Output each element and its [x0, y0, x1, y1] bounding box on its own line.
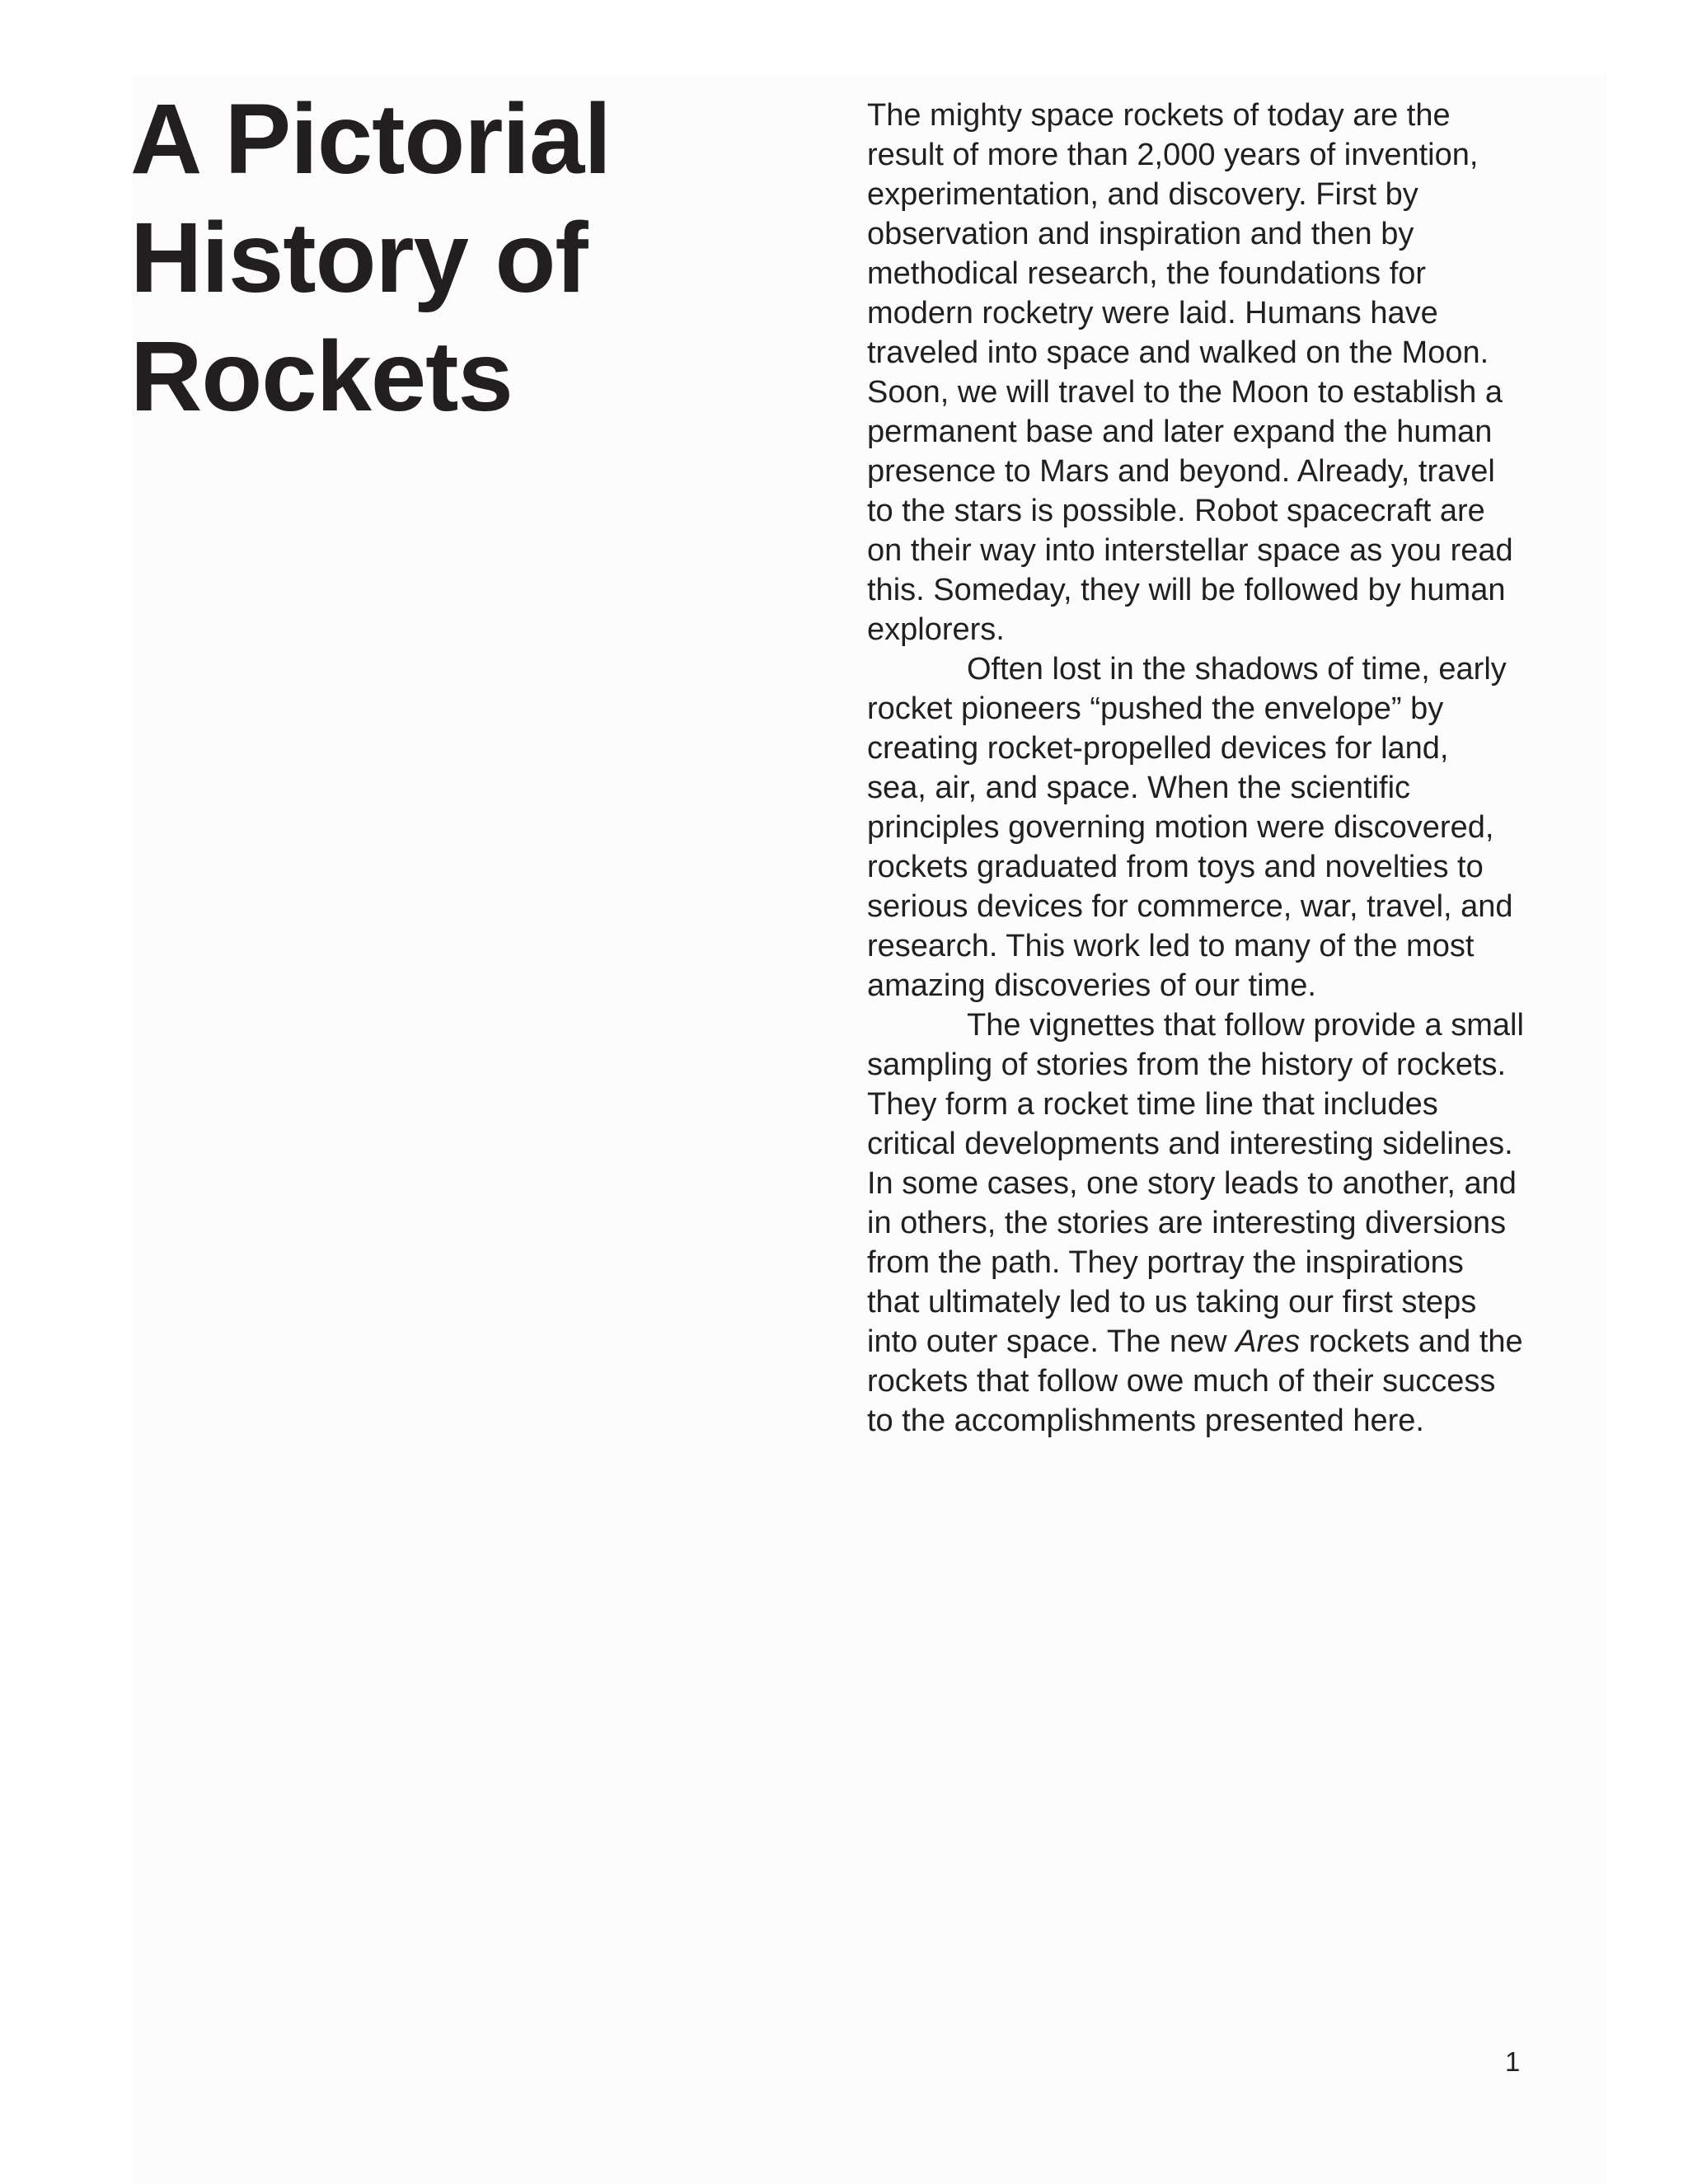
text-line: methodical research, the foundations for [867, 256, 1427, 291]
text-line: that ultimately led to us taking our first steps [867, 1285, 1477, 1319]
paragraph-2 [867, 649, 1609, 1005]
paragraph-1 [867, 96, 1609, 649]
text-line: sea, air, and space. When the scientific [867, 771, 1411, 805]
body-text [867, 96, 1609, 1441]
text-segment: into outer space. The new [867, 1324, 1236, 1359]
text-line: creating rocket-propelled devices for land, [867, 731, 1449, 766]
text-line: in others, the stories are interesting diversions [867, 1206, 1507, 1240]
text-line: They form a rocket time line that includes [867, 1087, 1438, 1122]
text-line: critical developments and interesting sidelines. [867, 1127, 1513, 1161]
text-line: sampling of stories from the history of rockets. [867, 1047, 1507, 1082]
title-line: A Pictorial [130, 82, 611, 194]
text-line: presence to Mars and beyond. Already, travel [867, 454, 1495, 489]
text-line: result of more than 2,000 years of invention, [867, 138, 1479, 172]
title-line: History of [130, 201, 588, 313]
text-line: on their way into interstellar space as you read [867, 533, 1513, 568]
text-line: explorers. [867, 612, 1005, 647]
text-line: to the stars is possible. Robot spacecraft are [867, 494, 1485, 528]
text-line: In some cases, one story leads to another, and [867, 1166, 1517, 1201]
text-line: modern rocketry were laid. Humans have [867, 296, 1438, 330]
text-line: rockets that follow owe much of their success [867, 1364, 1496, 1399]
text-line: Soon, we will travel to the Moon to establish a [867, 375, 1503, 410]
text-line: from the path. They portray the inspirations [867, 1245, 1464, 1280]
text-line: experimentation, and discovery. First by [867, 177, 1418, 212]
text-line: serious devices for commerce, war, travel, and [867, 889, 1513, 924]
page-number: 1 [1505, 2046, 1521, 2077]
text-line: The vignettes that follow provide a small [967, 1008, 1524, 1043]
text-line-with-italic [867, 1322, 1609, 1361]
text-line: The mighty space rockets of today are the [867, 98, 1451, 133]
text-line: rocket pioneers “pushed the envelope” by [867, 691, 1444, 726]
text-line: Often lost in the shadows of time, early [967, 652, 1507, 687]
italic-term: Ares [1236, 1324, 1301, 1359]
text-line: observation and inspiration and then by [867, 217, 1414, 251]
text-line: traveled into space and walked on the Moon. [867, 335, 1489, 370]
text-line: amazing discoveries of our time. [867, 968, 1316, 1003]
title-line: Rockets [130, 320, 513, 432]
page-title [130, 79, 757, 435]
text-line: this. Someday, they will be followed by human [867, 573, 1506, 607]
text-line: to the accomplishments presented here. [867, 1404, 1424, 1438]
text-line: principles governing motion were discovered, [867, 810, 1494, 845]
text-line: permanent base and later expand the human [867, 415, 1493, 449]
text-line: rockets graduated from toys and novelties to [867, 850, 1484, 884]
text-segment: rockets and the [1300, 1324, 1523, 1359]
text-line: research. This work led to many of the most [867, 929, 1475, 963]
paragraph-3 [867, 1005, 1609, 1441]
